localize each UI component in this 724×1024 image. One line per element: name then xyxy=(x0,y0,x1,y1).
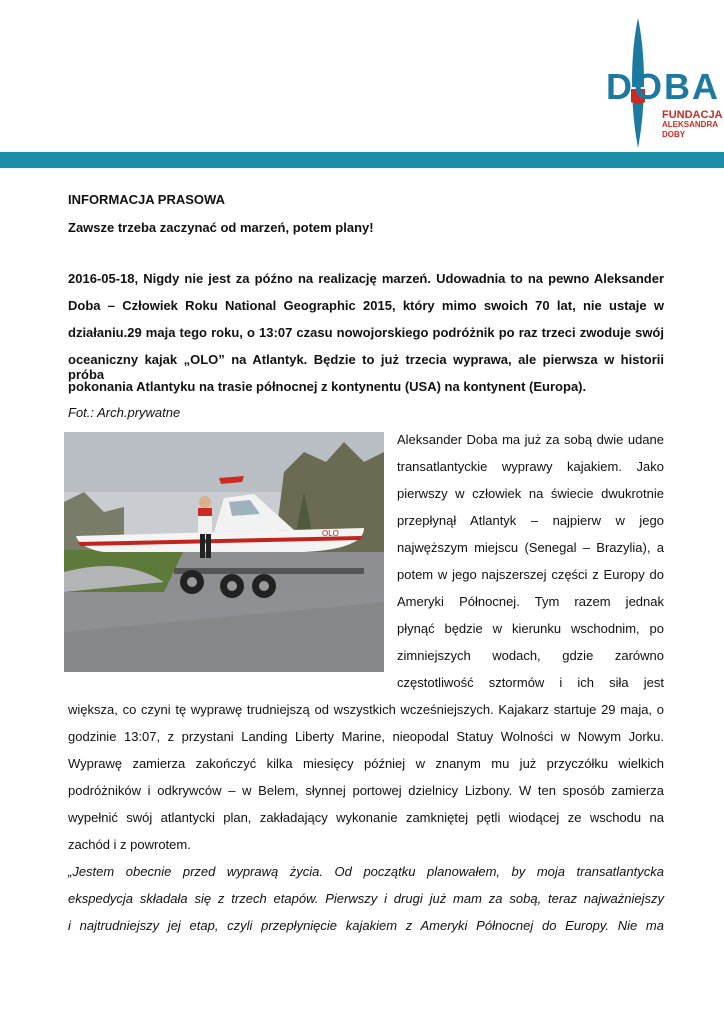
lead-line: 2016-05-18, Nigdy nie jest za późno na realizację marzeń. Udowadnia to na pewno Aleksander xyxy=(68,271,664,286)
kayak-photo-image xyxy=(64,432,384,672)
side-line: Ameryki Północnej. Tym razem jednak xyxy=(397,594,664,609)
body-line: Wyprawę zamierza zakończyć kilka miesięcy później w znanym mu już przyczółku wielkich xyxy=(68,756,664,771)
side-line: zimniejszych wodach, gdzie zarówno xyxy=(397,648,664,663)
body-line: podróżników i odkrywców – w Belem, słynnej portowej dzielnicy Lizbony. W ten sposób zamierza xyxy=(68,783,664,798)
side-line: transatlantyckie wyprawy kajakiem. Jako xyxy=(397,459,664,474)
press-release-title: Zawsze trzeba zaczynać od marzeń, potem plany! xyxy=(68,220,374,235)
side-line: pierwszy w człowiek na świecie dwukrotnie xyxy=(397,486,664,501)
lead-line: pokonania Atlantyku na trasie północnej z kontynentu (USA) na kontynent (Europa). xyxy=(68,379,587,394)
side-line: Aleksander Doba ma już za sobą dwie udane xyxy=(397,432,664,447)
side-line: płynąć będzie w kierunku wschodnim, po xyxy=(397,621,664,636)
foundation-logo xyxy=(604,16,723,150)
body-line: godzinie 13:07, z przystani Landing Liberty Marine, nieopodal Statuy Wolności w Nowym Jorku. xyxy=(68,729,664,744)
quote-line: ekspedycja składała się z trzech etapów. Pierwszy i drugi już mam za sobą, teraz najważniejszy xyxy=(68,891,664,906)
quote-line: i najtrudniejszy jej etap, czyli przepłynięcie kajakiem z Ameryki Północnej do Europy. Nie ma xyxy=(68,918,664,933)
body-line: większa, co czyni tę wyprawę trudniejszą od wszystkich wcześniejszych. Kajakarz startuje 29 maja, o xyxy=(68,702,664,717)
side-line: najwęższym miejscu (Senegal – Brazylia), a xyxy=(397,540,664,555)
lead-line: oceaniczny kajak „OLO” na Atlantyk. Będzie to już trzecia wyprawa, ale pierwsza w historii próba xyxy=(68,352,664,382)
side-line: potem w jego najszerszej części z Europy do xyxy=(397,567,664,582)
side-line: przepłynął Atlantyk – najpierw w jego xyxy=(397,513,664,528)
body-line: wypełnić swój atlantycki plan, zakładający wykonanie zamkniętej pętli wiodącej ze wschodu na xyxy=(68,810,664,825)
press-release-label: INFORMACJA PRASOWA xyxy=(68,192,225,207)
side-line: częstotliwość sztormów i ich siła jest xyxy=(397,675,664,690)
quote-line: „Jestem obecnie przed wyprawą życia. Od początku planowałem, by moja transatlantycka xyxy=(68,864,664,879)
header-band xyxy=(0,152,724,168)
photo-caption: Fot.: Arch.prywatne xyxy=(68,405,181,420)
kayak-photo xyxy=(64,432,384,672)
logo-subtitle: FUNDACJA ALEKSANDRA DOBY xyxy=(662,109,723,139)
kayak-name-mark: OLO xyxy=(322,529,339,538)
logo-wordmark: DOBA xyxy=(606,66,720,107)
lead-line: Doba – Człowiek Roku National Geographic 2015, który mimo swoich 70 lat, nie ustaje w xyxy=(68,298,664,313)
lead-line: działaniu.29 maja tego roku, o 13:07 czasu nowojorskiego podróżnik po raz trzeci zwoduje swój xyxy=(68,325,664,340)
body-line: zachód i z powrotem. xyxy=(68,837,191,852)
